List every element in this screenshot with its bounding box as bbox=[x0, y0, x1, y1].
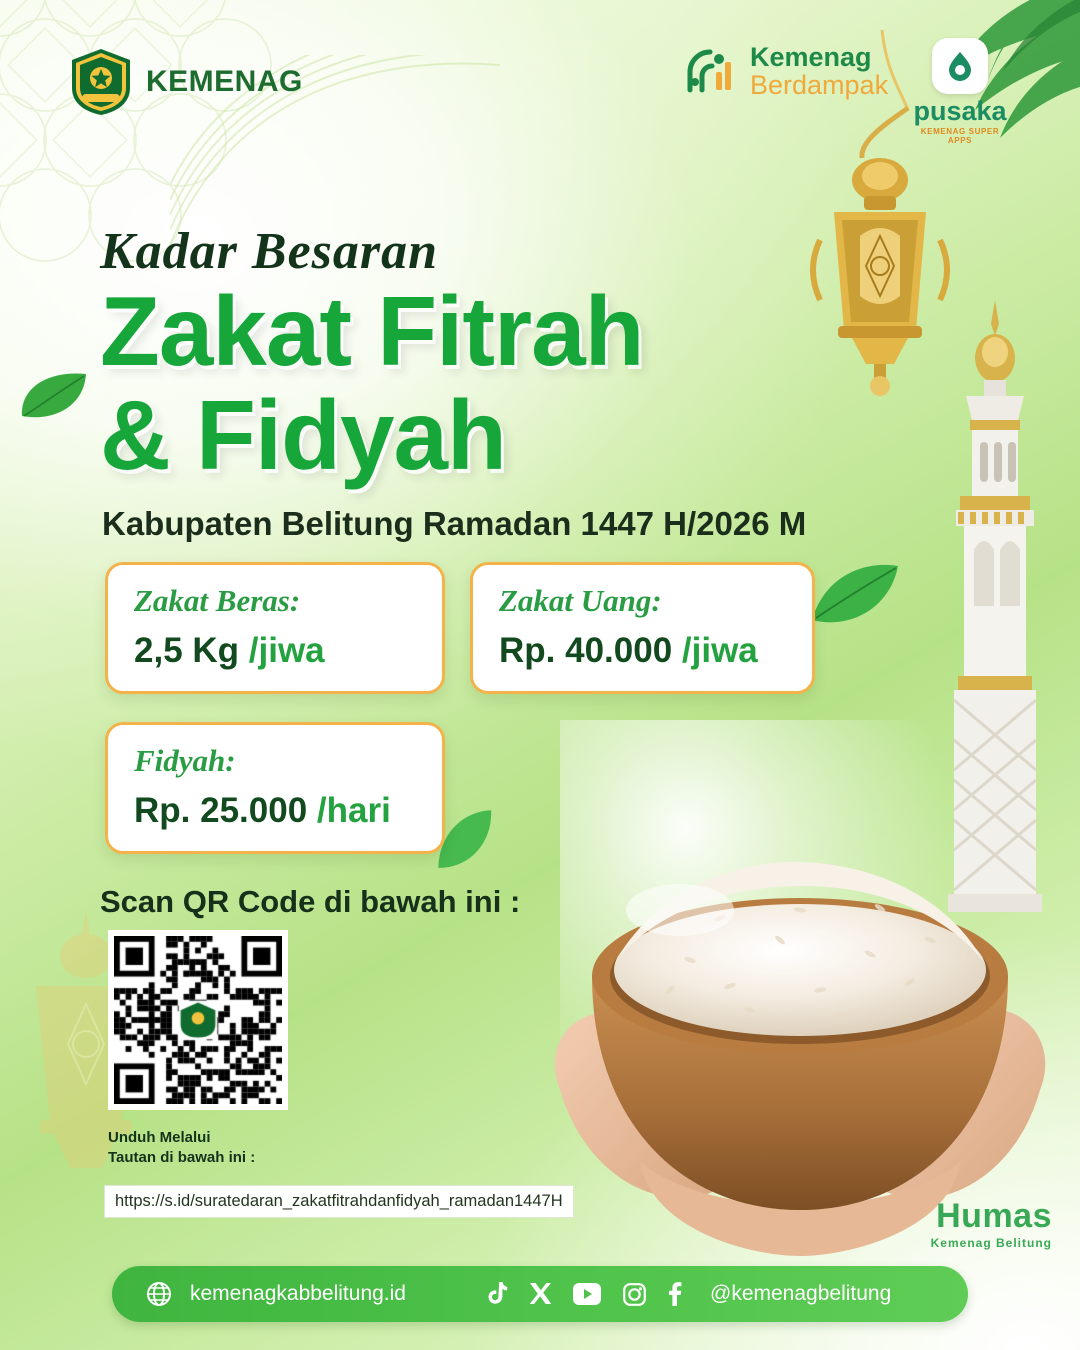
eyebrow-text: Kadar Besaran bbox=[100, 223, 439, 280]
social-links bbox=[486, 1282, 891, 1306]
berdampak-line1: Kemenag bbox=[750, 42, 872, 73]
card-zakat-beras bbox=[105, 562, 445, 694]
qr-code-canvas[interactable] bbox=[114, 936, 282, 1104]
humas-line1: Humas bbox=[936, 1197, 1052, 1235]
card-amount: 2,5 Kg bbox=[134, 631, 240, 670]
card-unit: /jiwa bbox=[248, 631, 325, 670]
humas-watermark bbox=[931, 1197, 1052, 1250]
download-caption-line2: Tautan di bawah ini : bbox=[108, 1149, 256, 1167]
card-unit: /hari bbox=[316, 791, 391, 830]
card-value bbox=[134, 631, 416, 671]
social-handle[interactable]: @kemenagbelitung bbox=[710, 1282, 892, 1305]
pusaka-logo bbox=[912, 38, 1008, 145]
berdampak-wordmark bbox=[750, 44, 888, 99]
x-twitter-icon[interactable] bbox=[530, 1283, 551, 1305]
facebook-icon[interactable] bbox=[668, 1282, 682, 1306]
youtube-icon[interactable] bbox=[573, 1283, 601, 1305]
instagram-icon[interactable] bbox=[623, 1283, 646, 1306]
card-value bbox=[499, 631, 786, 671]
page-title bbox=[100, 276, 644, 490]
card-zakat-uang bbox=[470, 562, 815, 694]
footer-bar bbox=[112, 1266, 968, 1322]
pusaka-name: pusaka bbox=[913, 96, 1007, 126]
scan-instruction: Scan QR Code di bawah ini : bbox=[100, 884, 521, 919]
pusaka-droplet-icon bbox=[943, 49, 977, 83]
kemenag-berdampak-logo bbox=[680, 42, 888, 102]
qr-code[interactable] bbox=[108, 930, 288, 1110]
kemenag-logo bbox=[70, 48, 303, 116]
leaf-decoration bbox=[810, 560, 900, 630]
download-caption-line1: Unduh Melalui bbox=[108, 1129, 211, 1146]
pusaka-badge bbox=[932, 38, 988, 94]
title-line-2: & Fidyah bbox=[100, 379, 506, 490]
humas-line2: Kemenag Belitung bbox=[930, 1236, 1052, 1250]
download-link[interactable]: https://s.id/suratedaran_zakatfitrahdanfidyah_ramadan1447H bbox=[104, 1185, 574, 1218]
berdampak-line2: Berdampak bbox=[750, 70, 889, 100]
card-value bbox=[134, 791, 416, 831]
leaf-decoration bbox=[18, 370, 88, 430]
card-label: Zakat Beras: bbox=[134, 583, 301, 618]
rice-bowl-image bbox=[520, 790, 1080, 1260]
card-label: Fidyah: bbox=[134, 743, 236, 778]
footer-website[interactable]: kemenagkabbelitung.id bbox=[190, 1282, 406, 1305]
card-unit: /jiwa bbox=[681, 631, 758, 670]
card-amount: Rp. 40.000 bbox=[499, 631, 673, 670]
pusaka-subtitle: KEMENAG SUPER APPS bbox=[920, 127, 1000, 145]
berdampak-mark-icon bbox=[680, 42, 740, 102]
card-amount: Rp. 25.000 bbox=[134, 791, 308, 830]
download-caption bbox=[108, 1128, 255, 1169]
tiktok-icon[interactable] bbox=[486, 1282, 508, 1306]
kemenag-label: KEMENAG bbox=[146, 65, 303, 98]
page-subtitle: Kabupaten Belitung Ramadan 1447 H/2026 M bbox=[102, 505, 807, 542]
title-line-1: Zakat Fitrah bbox=[100, 276, 644, 386]
card-label: Zakat Uang: bbox=[499, 583, 662, 618]
kemenag-seal-icon bbox=[70, 48, 132, 116]
card-fidyah bbox=[105, 722, 445, 854]
globe-icon bbox=[146, 1281, 172, 1307]
